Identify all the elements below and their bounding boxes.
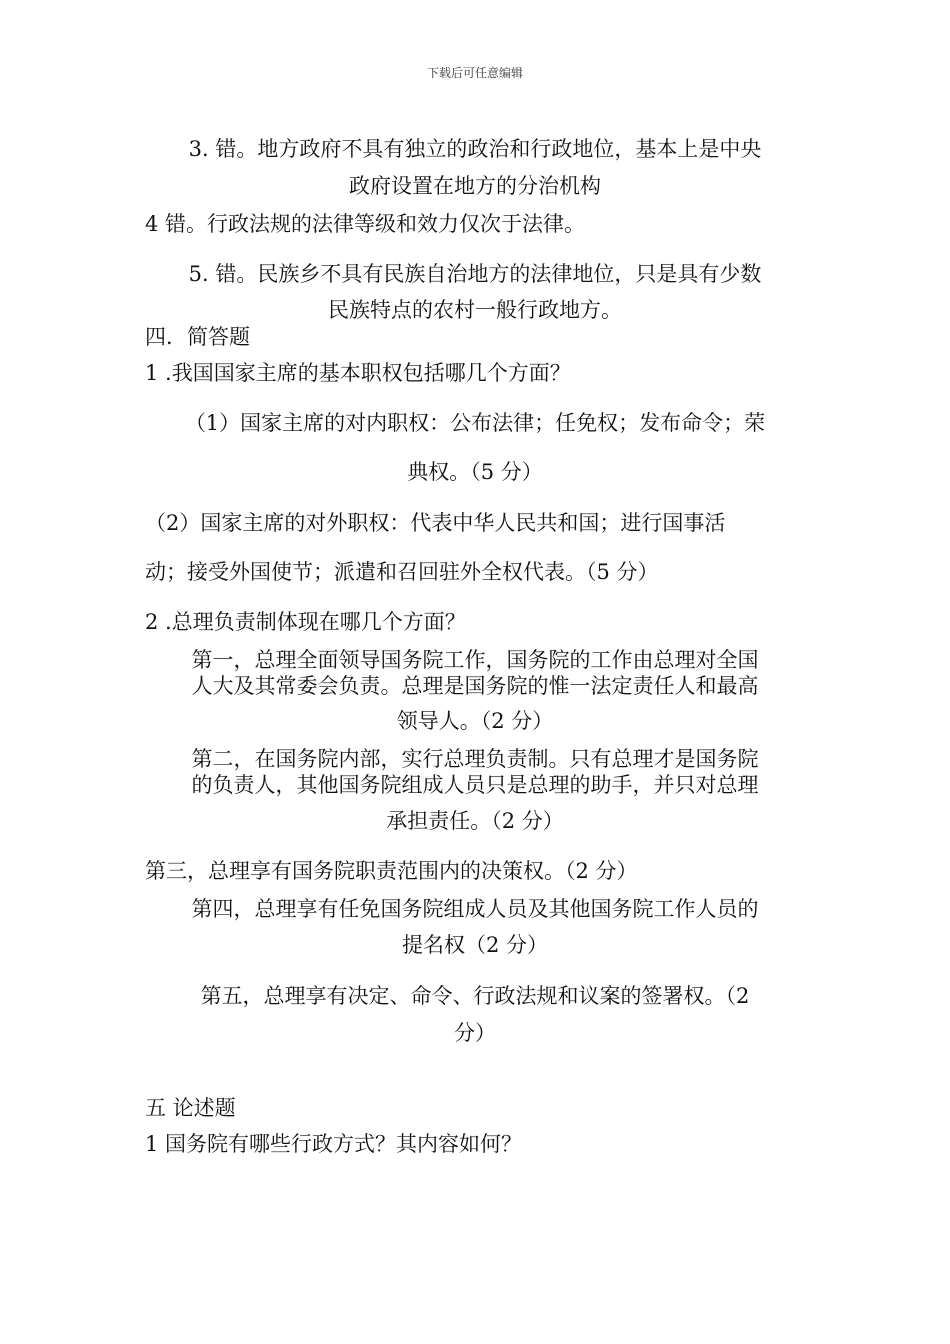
- q2-point-1-line-3: 领导人。（2 分）: [396, 709, 554, 733]
- q2-point-5-line-1: 第五，总理享有决定、命令、行政法规和议案的签署权。（2: [200, 984, 750, 1008]
- page-header: 下载后可任意编辑: [426, 66, 523, 80]
- q2-point-5-line-2: 分）: [454, 1021, 496, 1045]
- q1-answer-1-line-2: 典权。（5 分）: [407, 460, 543, 484]
- q2-point-3: 第三，总理享有国务院职责范围内的决策权。（2 分）: [145, 859, 638, 883]
- q1-answer-2-line-1: （2）国家主席的对外职权：代表中华人民共和国；进行国事活: [145, 511, 726, 535]
- q2-point-2-line-3: 承担责任。（2 分）: [386, 809, 564, 833]
- answer-3-line-2: 政府设置在地方的分治机构: [349, 174, 601, 198]
- answer-5-line-2: 民族特点的农村一般行政地方。: [328, 298, 622, 322]
- question-2: 2 .总理负责制体现在哪几个方面？: [145, 610, 466, 634]
- q2-point-1-line-1: 第一，总理全面领导国务院工作，国务院的工作由总理对全国: [191, 648, 759, 672]
- q1-answer-1-line-1: （1）国家主席的对内职权：公布法律；任免权；发布命令；荣: [184, 411, 766, 435]
- q2-point-4-line-2: 提名权（2 分）: [401, 933, 549, 957]
- answer-5-line-1: 5. 错。民族乡不具有民族自治地方的法律地位，只是具有少数: [188, 262, 762, 286]
- section-5-heading: 五 论述题: [145, 1096, 236, 1120]
- section-4-heading: 四．简答题: [145, 325, 250, 349]
- q2-point-1-line-2: 人大及其常委会负责。总理是国务院的惟一法定责任人和最高: [191, 674, 759, 698]
- q2-point-2-line-2: 的负责人，其他国务院组成人员只是总理的助手，并只对总理: [191, 773, 759, 797]
- answer-4: 4 错。行政法规的法律等级和效力仅次于法律。: [145, 212, 586, 236]
- q2-point-2-line-1: 第二，在国务院内部，实行总理负责制。只有总理才是国务院: [191, 747, 759, 771]
- q2-point-4-line-1: 第四，总理享有任免国务院组成人员及其他国务院工作人员的: [191, 897, 759, 921]
- q1-answer-2-line-2: 动；接受外国使节；派遣和召回驻外全权代表。（5 分）: [145, 560, 659, 584]
- question-1: 1 .我国国家主席的基本职权包括哪几个方面？: [145, 361, 571, 385]
- essay-question-1: 1 国务院有哪些行政方式？其内容如何？: [145, 1132, 523, 1156]
- answer-3-line-1: 3. 错。地方政府不具有独立的政治和行政地位，基本上是中央: [188, 137, 762, 161]
